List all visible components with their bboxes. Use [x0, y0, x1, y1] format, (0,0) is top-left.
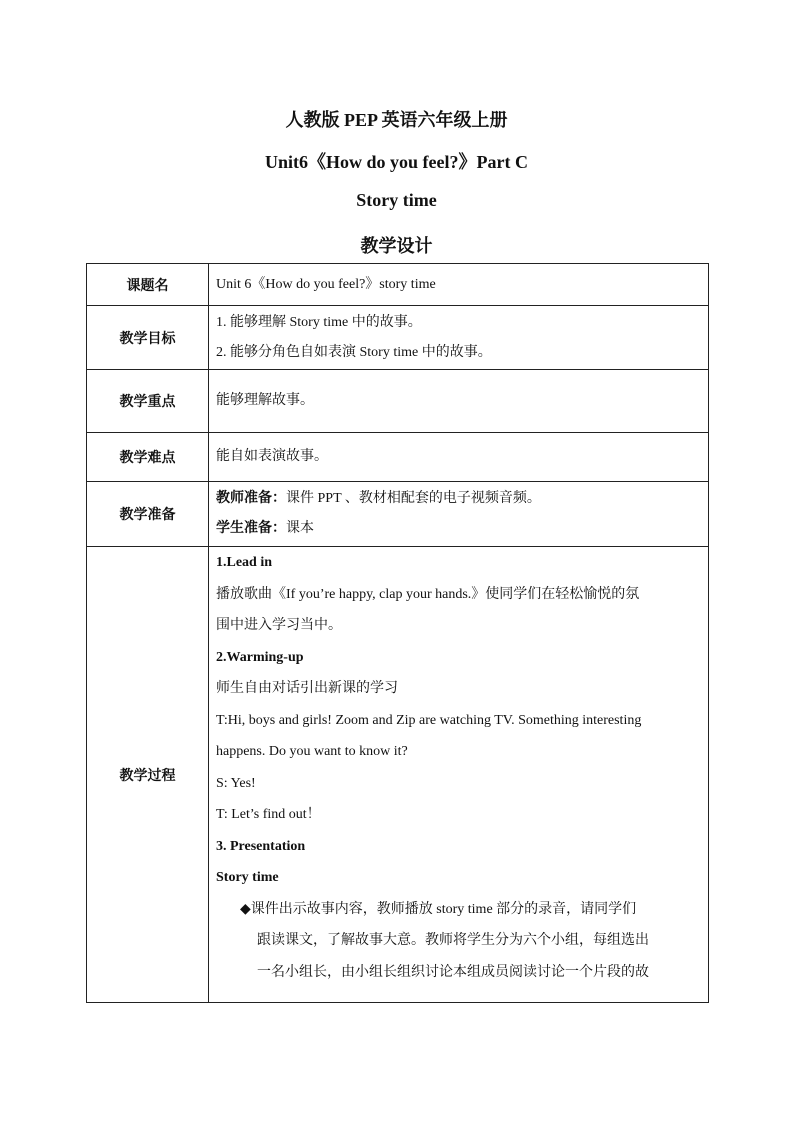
dialog-line: T:Hi, boys and girls! Zoom and Zip are watching TV. Something interesting	[216, 712, 642, 728]
preparation-label: 教学准备	[87, 482, 209, 547]
row-goals	[87, 306, 709, 370]
row-preparation	[87, 482, 709, 547]
dialog-line: T: Let’s find out！	[216, 807, 321, 822]
difficult-point-content: 能自如表演故事。	[209, 433, 709, 482]
teacher-prep: 教师准备：课件 PPT 、教材相配套的电子视频音频。	[216, 491, 541, 506]
key-point-label: 教学重点	[87, 370, 209, 433]
row-difficult-point	[87, 433, 709, 482]
book-title: 人教版 PEP 英语六年级上册	[285, 110, 508, 130]
presentation-heading: 3. Presentation	[216, 838, 306, 854]
warming-up-text: 师生自由对话引出新课的学习	[216, 681, 398, 696]
warming-up-heading: 2.Warming-up	[216, 649, 304, 665]
lesson-plan-table	[86, 263, 709, 1003]
student-prep: 学生准备：课本	[216, 521, 314, 536]
preparation-content	[209, 482, 709, 547]
process-label: 教学过程	[87, 547, 209, 1003]
diamond-bullet-icon: ◆	[240, 901, 251, 917]
document-type-title: 教学设计	[360, 236, 433, 256]
goals-label: 教学目标	[87, 306, 209, 370]
goal-item: 1. 能够理解 Story time 中的故事。	[216, 314, 422, 330]
goal-item: 2. 能够分角色自如表演 Story time 中的故事。	[216, 344, 492, 360]
key-point-content: 能够理解故事。	[209, 370, 709, 433]
unit-title: Unit6《How do you feel?》Part C	[265, 152, 528, 172]
row-topic	[87, 264, 709, 306]
row-key-point	[87, 370, 709, 433]
topic-content: Unit 6《How do you feel?》story time	[209, 264, 709, 306]
lead-in-text: 围中进入学习当中。	[216, 618, 342, 633]
presentation-text: 跟读课文，了解故事大意。教师将学生分为六个小组，每组选出	[257, 933, 649, 948]
section-title: Story time	[356, 190, 437, 210]
presentation-text: ◆课件出示故事内容，教师播放 story time 部分的录音，请同学们	[240, 901, 637, 917]
difficult-point-label: 教学难点	[87, 433, 209, 482]
dialog-line: S: Yes!	[216, 775, 256, 791]
presentation-text: 一名小组长，由小组长组织讨论本组成员阅读讨论一个片段的故	[257, 964, 649, 980]
process-content	[209, 547, 709, 1003]
goals-content	[209, 306, 709, 370]
story-time-heading: Story time	[216, 870, 279, 885]
lead-in-text: 播放歌曲《If you’re happy, clap your hands.》使同学们在轻松愉悦的氛	[216, 586, 640, 602]
row-process	[87, 547, 709, 1003]
topic-label: 课题名	[87, 264, 209, 306]
dialog-line: happens. Do you want to know it?	[216, 744, 408, 759]
lead-in-heading: 1.Lead in	[216, 555, 273, 570]
